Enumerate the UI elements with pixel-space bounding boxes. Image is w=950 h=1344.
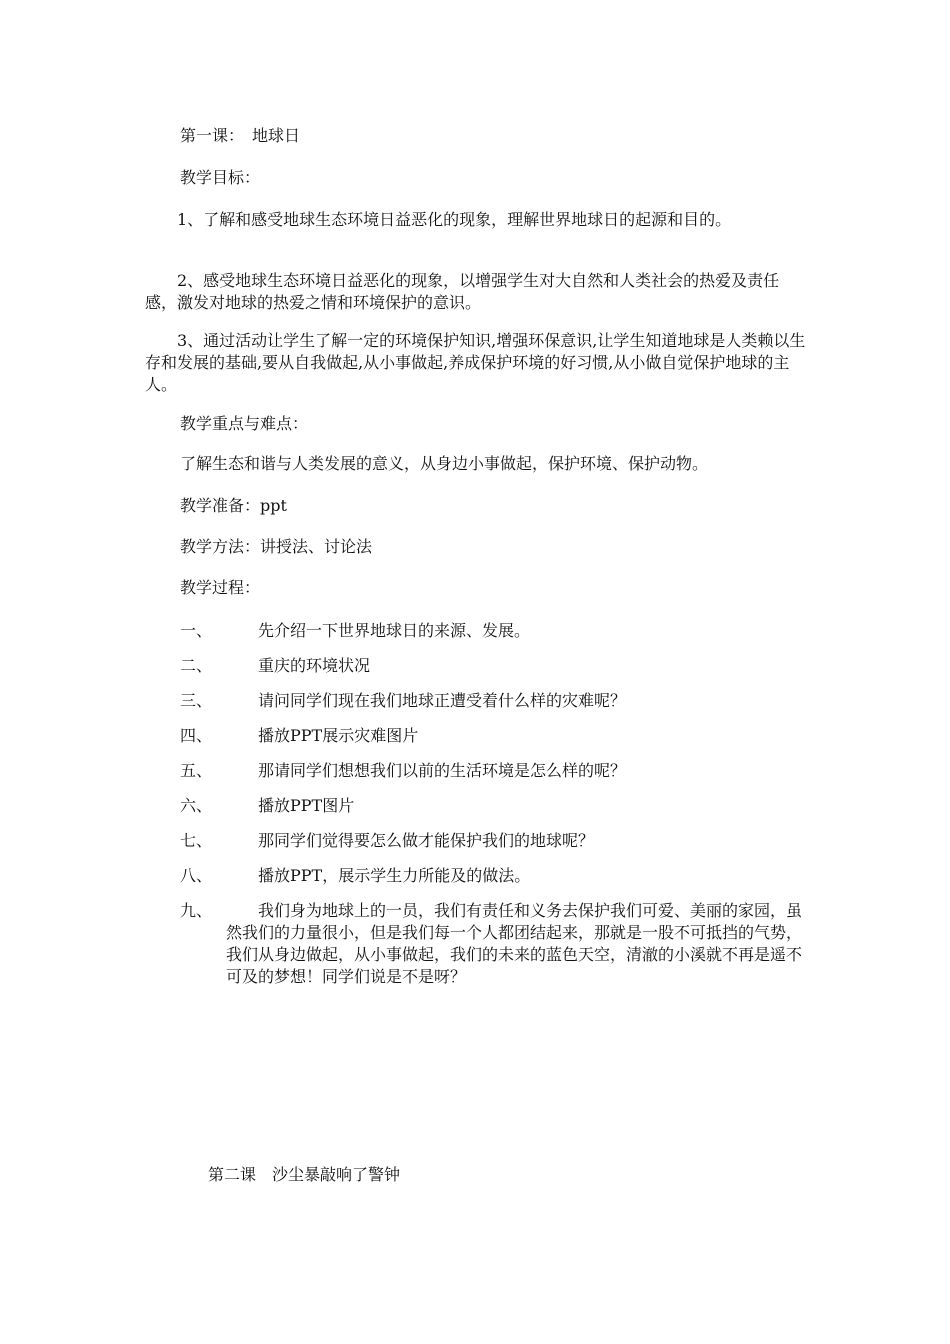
lesson-1-title: 第一课： 地球日	[180, 126, 301, 145]
process-number: 三、	[180, 691, 213, 710]
teaching-methods: 教学方法：讲授法、讨论法	[180, 537, 373, 556]
process-item: 我们身为地球上的一员，我们有责任和义务去保护我们可爱、美丽的家园，虽然我们的力量很小，但是我们每一个人都团结起来，那就是一股不可抵挡的气势，我们从身边做起，从小事做起，我们的未来的蓝色天空，清澈的小溪就不再是遥不可及的梦想！同学们说是不是呀？	[226, 901, 803, 986]
teaching-preparation: 教学准备：ppt	[180, 496, 287, 515]
process-item: 播放PPT展示灾难图片	[258, 726, 419, 745]
process-item: 那同学们觉得要怎么做才能保护我们的地球呢？	[258, 831, 595, 850]
process-number: 九、	[180, 901, 213, 920]
process-number: 八、	[180, 866, 213, 885]
process-number: 六、	[180, 796, 213, 815]
objectives-heading: 教学目标：	[180, 168, 261, 187]
process-number: 一、	[180, 621, 213, 640]
process-number: 二、	[180, 656, 213, 675]
process-item: 先介绍一下世界地球日的来源、发展。	[258, 621, 531, 640]
process-heading: 教学过程：	[180, 578, 261, 597]
lesson-2-title: 第二课 沙尘暴敲响了警钟	[208, 1165, 401, 1184]
process-item: 播放PPT，展示学生力所能及的做法。	[258, 866, 531, 885]
objective-1: 1、了解和感受地球生态环境日益恶化的现象，理解世界地球日的起源和目的。	[177, 210, 732, 229]
process-number: 七、	[180, 831, 213, 850]
process-item: 重庆的环境状况	[258, 656, 371, 675]
key-points-heading: 教学重点与难点：	[180, 414, 309, 433]
process-number: 四、	[180, 726, 213, 745]
objective-3: 3、通过活动让学生了解一定的环境保护知识,增强环保意识,让学生知道地球是人类赖以生存和发展的基础,要从自我做起,从小事做起,养成保护环境的好习惯,从小做自觉保护地球的主人。	[145, 331, 806, 394]
process-number: 五、	[180, 761, 213, 780]
process-item: 播放PPT图片	[258, 796, 355, 815]
process-item: 那请同学们想想我们以前的生活环境是怎么样的呢？	[258, 761, 627, 780]
objective-2: 2、感受地球生态环境日益恶化的现象，以增强学生对大自然和人类社会的热爱及责任感，激发对地球的热爱之情和环境保护的意识。	[145, 271, 780, 312]
process-item: 请问同学们现在我们地球正遭受着什么样的灾难呢？	[258, 691, 627, 710]
key-points: 了解生态和谐与人类发展的意义，从身边小事做起，保护环境、保护动物。	[180, 454, 709, 473]
